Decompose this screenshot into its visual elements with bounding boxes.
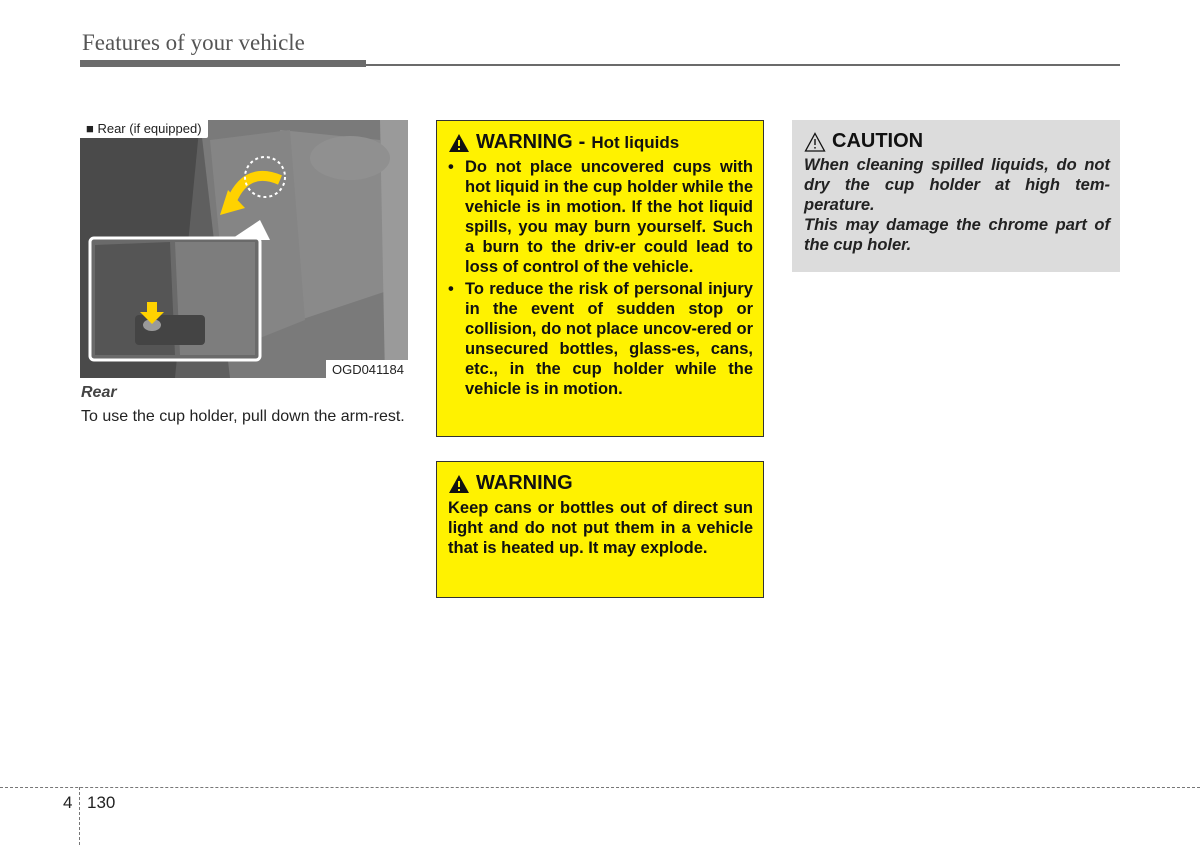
caution-triangle-icon: [804, 132, 826, 152]
warning-title-label: WARNING: [476, 131, 573, 153]
warning-title: [448, 131, 753, 154]
header-rule-thick: [80, 60, 366, 67]
warning-item-text: Do not place uncovered cups with hot liquid in the cup holder while the vehicle is in motion. If the hot liquid spills, you may burn yourself. Such a burn to the driv-er could lead to loss of control of the vehicle.: [465, 158, 753, 276]
caution-paragraph: When cleaning spilled liquids, do not dry the cup holder at high tem-perature.: [804, 156, 1110, 214]
warning-list-item: • To reduce the risk of personal injury in the event of sudden stop or collision, do not place uncov-ered or unsecured bottles, glass-es, cans, etc., in the cup holder while the vehicle is in motion.: [448, 280, 753, 398]
footer-rule: [0, 787, 1200, 788]
section-body: To use the cup holder, pull down the arm-rest.: [81, 408, 405, 425]
chapter-number: 4: [63, 793, 73, 812]
footer-divider: [79, 787, 80, 845]
warning-box-hot-liquids: [436, 120, 764, 437]
warning-box-explode: [436, 461, 764, 598]
rear-seat-illustration: [80, 120, 408, 378]
rear-seat-figure: [80, 120, 408, 378]
caution-title-label: CAUTION: [832, 130, 924, 152]
section-heading: Rear: [81, 384, 117, 401]
figure-tag: ■ Rear (if equipped): [80, 120, 208, 138]
page-number: 130: [87, 793, 116, 812]
warning-list: [448, 157, 753, 399]
warning-title-dash: -: [578, 131, 586, 153]
warning-title-label: WARNING: [476, 472, 573, 494]
header-rule-thin: [366, 64, 1120, 66]
warning-triangle-icon: [448, 133, 470, 153]
warning-text: Keep cans or bottles out of direct sun light and do not put them in a vehicle that is heated up. It may explode.: [448, 499, 753, 557]
warning-item-text: To reduce the risk of personal injury in the event of sudden stop or collision, do not place uncov-ered or unsecured bottles, glass-es, cans, etc., in the cup holder while the vehicle is in motion.: [465, 280, 753, 398]
page-header-title: Features of your vehicle: [82, 30, 305, 55]
warning-title: [448, 472, 753, 495]
caution-paragraph: This may damage the chrome part of the cup holer.: [804, 216, 1110, 254]
warning-list-item: • Do not place uncovered cups with hot liquid in the cup holder while the vehicle is in motion. If the hot liquid spills, you may burn yourself. Such a burn to the driv-er could lead to loss of control of the vehicle.: [448, 158, 753, 276]
warning-subtitle: Hot liquids: [591, 133, 680, 152]
figure-code: OGD041184: [326, 360, 408, 378]
warning-triangle-icon: [448, 474, 470, 494]
caution-box: [792, 120, 1120, 272]
caution-title: [804, 130, 1110, 153]
